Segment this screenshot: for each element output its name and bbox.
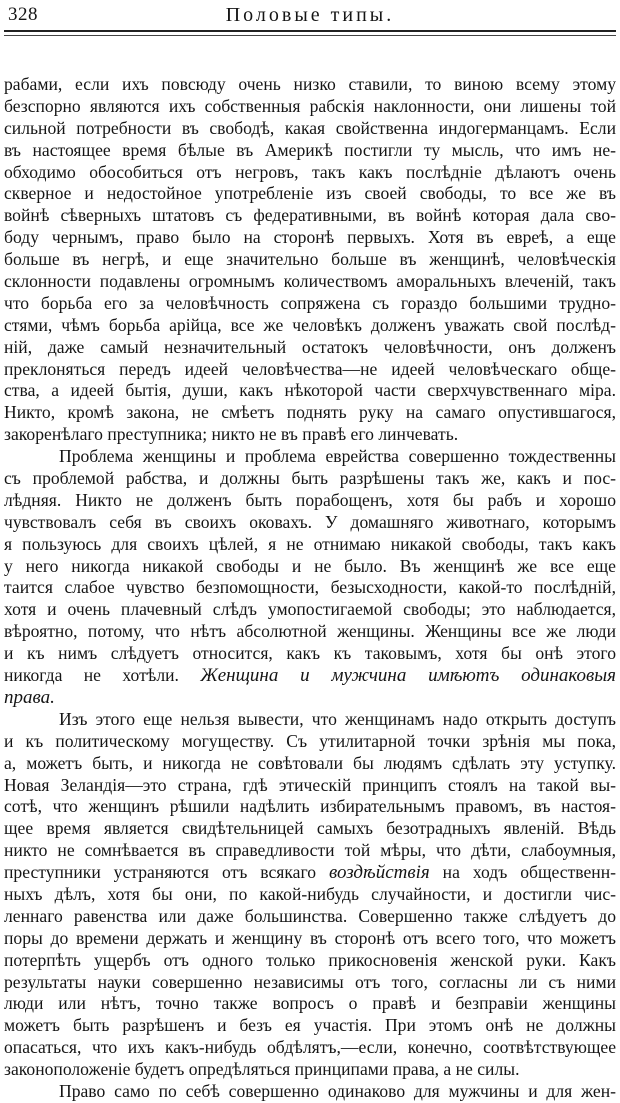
text-line: склонности подавлены огромнымъ количествомъ аморальныхъ влеченій, такъ xyxy=(4,271,616,292)
text-line: а, можетъ быть, и никогда не совѣтовали бы людямъ сдѣлать эту уступку. xyxy=(4,752,616,773)
header-rule-thick xyxy=(4,30,616,32)
text-line: стями, чѣмъ борьба арійца, все же человѣкъ долженъ уважать свой послѣд- xyxy=(4,314,616,335)
text-line: я пользуюсь для своихъ цѣлей, я не отнимаю никакой свободы, такъ какъ xyxy=(4,533,616,554)
line-text: преступники устраняются отъ всякаго xyxy=(4,862,317,883)
text-line-with-italic xyxy=(4,862,616,884)
text-line: Никто, кромѣ закона, не смѣетъ поднять руку на самаго опустившагося, xyxy=(4,402,616,423)
text-line: результаты науки совершенно независимы отъ того, согласны ли съ ними xyxy=(4,971,616,992)
text-line: преклоняться передъ идеей человѣчества—не идеей человѣческаго обще- xyxy=(4,358,616,379)
text-line: ныхъ дѣлъ, хотя бы они, по какой-нибудь случайности, и достигли чис- xyxy=(4,883,616,904)
text-line: никто не сомнѣвается въ справедливости той мѣры, что дѣти, слабоумныя, xyxy=(4,840,616,861)
text-line: вѣроятно, потому, что нѣтъ абсолютной женщины. Женщины все же люди xyxy=(4,621,616,642)
body-text xyxy=(4,74,616,1103)
text-line: у него никогда никакой свободы и не было. Въ женщинѣ же все еще xyxy=(4,555,616,576)
text-line xyxy=(4,687,616,709)
text-line: Изъ этого еще нельзя вывести, что женщинамъ надо открыть доступъ xyxy=(59,708,616,729)
text-line: войнѣ сѣверныхъ штатовъ съ федеративными, въ войнѣ которая дала сво- xyxy=(4,205,616,226)
text-line: съ проблемой рабства, и должны быть разрѣшены такъ же, какъ и пос- xyxy=(4,468,616,489)
text-line-with-italic xyxy=(4,665,616,687)
text-line: лѣдняя. Никто не долженъ быть порабощенъ, хотя бы рабъ и хорошо xyxy=(4,489,616,510)
text-line: люди или нѣтъ, точно также вопросъ о правѣ и безправіи женщины xyxy=(4,993,616,1014)
text-line: и къ политическому могуществу. Съ утилитарной точки зрѣнія мы пока, xyxy=(4,730,616,751)
text-line: можетъ быть разрѣшенъ и безъ ея участія. При этомъ онѣ не должны xyxy=(4,1015,616,1036)
text-line: Проблема женщины и проблема еврейства совершенно тождественны xyxy=(59,446,616,467)
line-text: на ходъ общественн- xyxy=(442,862,616,883)
text-line: обходимо обособиться отъ негровъ, такъ какъ послѣдніе дѣлаютъ очень xyxy=(4,161,616,182)
text-line: скверное и недостойное употребленіе изъ своей свободы, то все же въ xyxy=(4,183,616,204)
text-line: и къ нимъ слѣдуетъ относится, какъ къ таковымъ, хотя бы онѣ этого xyxy=(4,643,616,664)
text-line: ства, а идеей бытія, души, какъ нѣкоторой части сверхчувственнаго міра. xyxy=(4,380,616,401)
text-line: щее время является свидѣтельницей самыхъ безотрадныхъ явленій. Вѣдь xyxy=(4,818,616,839)
text-line: ній, даже самый незначительный остатокъ человѣчности, онъ долженъ xyxy=(4,336,616,357)
text-line: поры до времени держать и женщину въ сторонѣ отъ всего того, что можетъ xyxy=(4,927,616,948)
text-line: опасаться, что ихъ какъ-нибудь обдѣлятъ,—если, конечно, соотвѣтствующее xyxy=(4,1037,616,1058)
text-line: хотя и очень плачевный слѣдъ умопостигаемой свободы; это наблюдается, xyxy=(4,599,616,620)
text-line: сотѣ, что женщинъ рѣшили надѣлить избирательнымъ правомъ, въ настоя- xyxy=(4,796,616,817)
text-line: таится слабое чувство безпомощности, безысходности, какой-то послѣдній, xyxy=(4,577,616,598)
text-line: боду чернымъ, право было на сторонѣ первыхъ. Хотя въ евреѣ, а еще xyxy=(4,227,616,248)
italic-emphasis: права. xyxy=(4,686,55,708)
text-line: что борьба его за человѣчность сопряжена съ гораздо большими трудно- xyxy=(4,292,616,313)
text-line: сильной потребности въ свободѣ, какая свойственна индогерманцамъ. Если xyxy=(4,117,616,138)
text-line: Право само по себѣ совершенно одинаково для мужчины и для жен- xyxy=(59,1080,616,1101)
text-line: потерпѣть ущербъ отъ одного только прикосновенія женской руки. Какъ xyxy=(4,949,616,970)
text-line: больше въ негрѣ, и еще значительно больше въ женщинѣ, человѣческія xyxy=(4,249,616,270)
text-line: въ настоящее время бѣлые въ Америкѣ постигли ту мысль, что имъ не- xyxy=(4,139,616,160)
running-title: Половые типы. xyxy=(225,4,395,26)
text-line: законоположеніе будетъ опредѣляться принципами права, а не силы. xyxy=(4,1059,520,1080)
italic-emphasis: воздѣйствія xyxy=(329,862,430,884)
text-line: рабами, если ихъ повсюду очень низко ставили, то виною всему этому xyxy=(4,74,616,94)
line-text: никогда не хотѣли. xyxy=(4,665,179,686)
page-header xyxy=(8,4,612,26)
text-line: леннаго равенства или даже большинства. Совершенно также слѣдуетъ до xyxy=(4,905,616,926)
header-rule-thin xyxy=(4,35,616,36)
text-line: Новая Зеландія—это страна, гдѣ этическій принципъ стоялъ на такой вы- xyxy=(4,774,616,795)
text-line: безспорно являются ихъ собственныя рабскія наклонности, они лишены той xyxy=(4,95,616,116)
page-number: 328 xyxy=(8,4,38,25)
text-line: закоренѣлаго преступника; никто не въ правѣ его линчевать. xyxy=(4,424,459,445)
text-line: чувствовалъ себя въ своихъ оковахъ. У домашняго животнаго, которымъ xyxy=(4,511,616,532)
italic-emphasis: Женщина и мужчина имѣютъ одинаковыя xyxy=(200,665,616,687)
